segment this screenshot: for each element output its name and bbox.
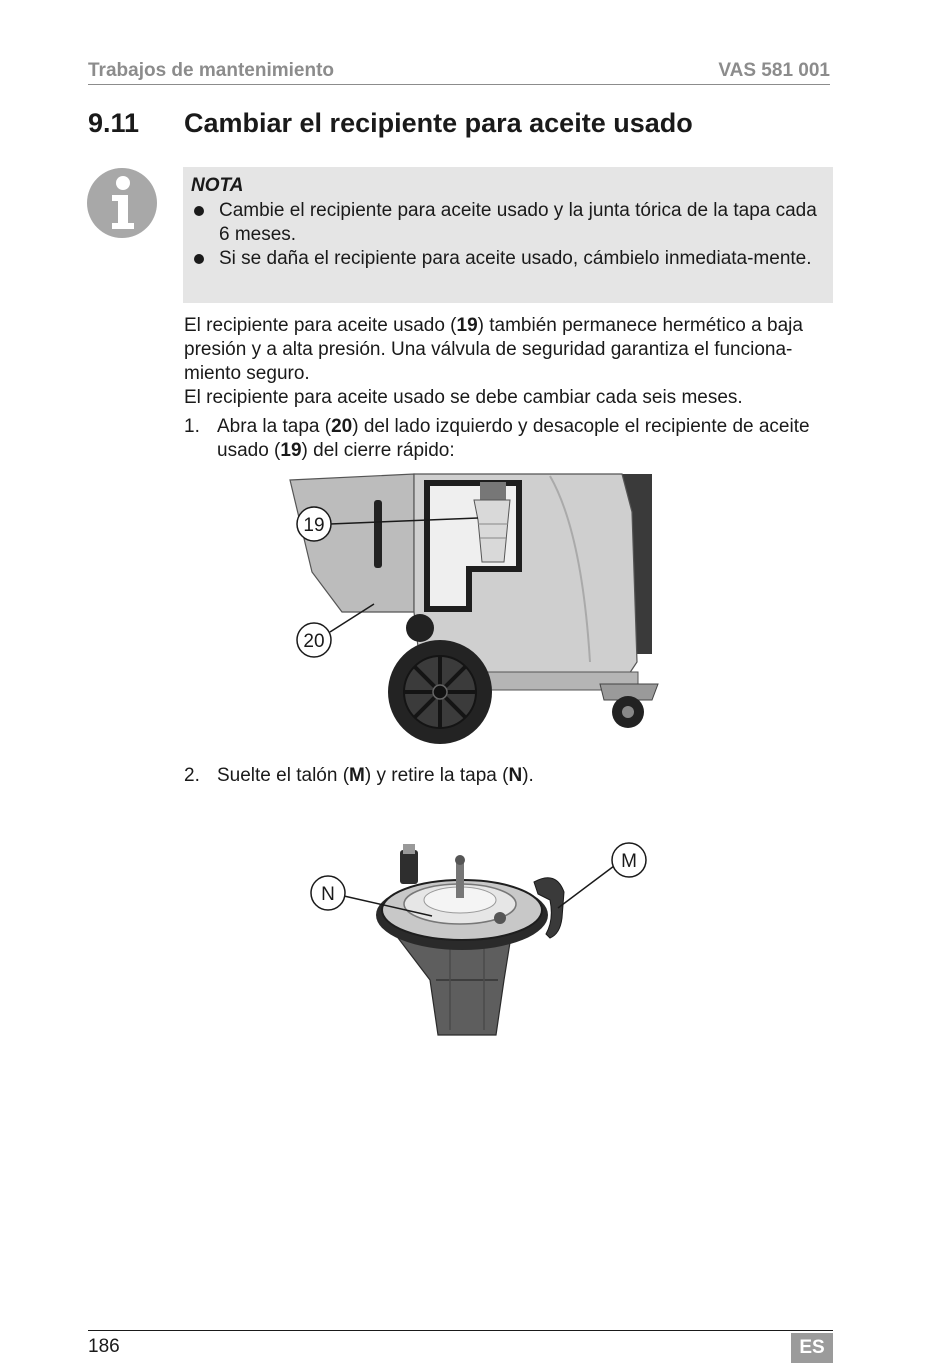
step-2: [184, 764, 834, 788]
step-number: 2.: [184, 765, 200, 786]
note-box: [183, 167, 833, 303]
ref-bold: 19: [280, 440, 302, 461]
step-text: [184, 764, 834, 788]
figure-service-unit: [282, 472, 672, 744]
header-rule: [88, 84, 830, 85]
step-1: [184, 415, 834, 463]
text-run: ) y retire la tapa (: [364, 765, 509, 786]
text-run: Abra la tapa (: [217, 416, 332, 437]
note-item: [191, 247, 821, 271]
section-number: 9.11: [88, 108, 140, 138]
ref-bold: 19: [456, 315, 478, 336]
paragraph-2: El recipiente para aceite usado se debe cambiar cada seis meses.: [184, 387, 743, 408]
note-title: NOTA: [191, 175, 244, 196]
running-header-left: Trabajos de mantenimiento: [88, 60, 334, 81]
note-list: [191, 199, 821, 271]
running-header-right: VAS 581 001: [718, 60, 830, 81]
step-number: 1.: [184, 416, 200, 437]
figure-oil-container-lid: [300, 830, 660, 1060]
footer-rule: [88, 1330, 833, 1331]
callout-19-label: 19: [303, 515, 325, 536]
paragraph-1: [184, 314, 834, 386]
text-run: ) del cierre rápido:: [301, 440, 455, 461]
text-run: Suelte el talón (: [217, 765, 350, 786]
callout-m-label: M: [621, 851, 637, 872]
bullet-icon: [194, 206, 204, 216]
note-item-text: Si se daña el recipiente para aceite usado, cámbielo inmediata-mente.: [219, 248, 812, 269]
ref-bold: M: [349, 765, 365, 786]
section-title: Cambiar el recipiente para aceite usado: [184, 108, 693, 138]
ref-bold: 20: [331, 416, 353, 437]
note-item-text: Cambie el recipiente para aceite usado y la junta tórica de la tapa cada 6 meses.: [219, 200, 817, 245]
text-run: El recipiente para aceite usado (: [184, 315, 457, 336]
page-number: 186: [88, 1336, 120, 1357]
text-run: ) del lado izquierdo y desacople el recipiente de aceite usado (: [217, 416, 810, 461]
body-text: [184, 314, 834, 410]
note-item: [191, 199, 821, 247]
text-run: ) también permanece hermético a baja presión y a alta presión. Una válvula de seguridad garantiza el funciona-miento seguro.: [184, 315, 803, 384]
language-badge: ES: [791, 1333, 833, 1363]
bullet-icon: [194, 254, 204, 264]
step-text: [184, 415, 834, 463]
callout-20-label: 20: [303, 631, 325, 652]
callout-n-label: N: [321, 884, 335, 905]
ref-bold: N: [508, 765, 523, 786]
text-run: ).: [522, 765, 534, 786]
info-icon: [86, 167, 158, 239]
